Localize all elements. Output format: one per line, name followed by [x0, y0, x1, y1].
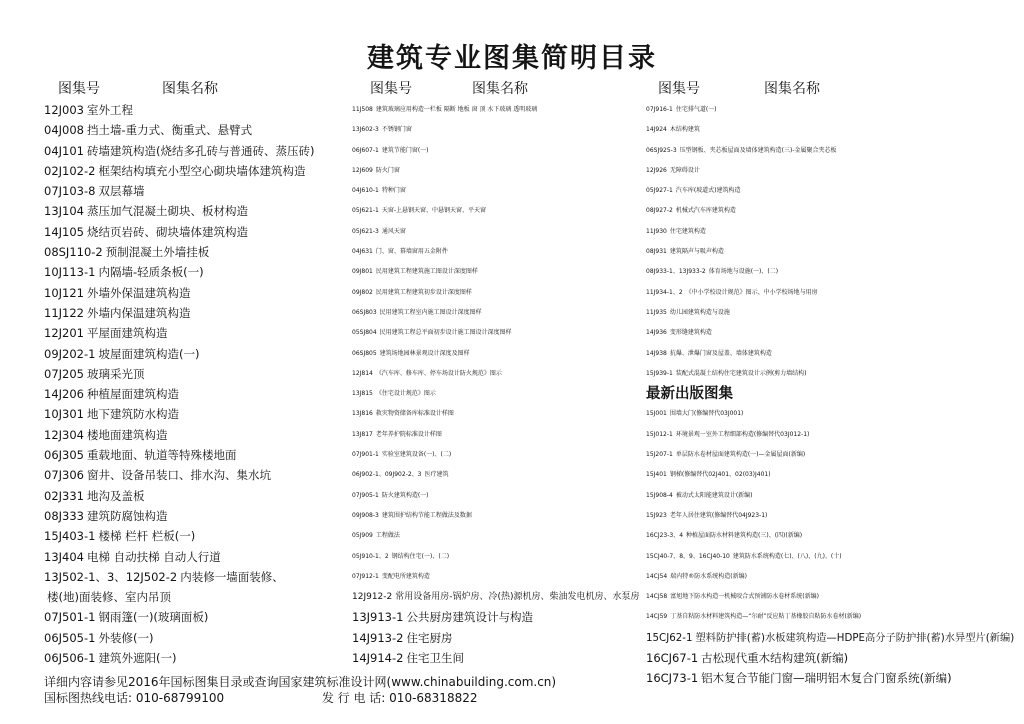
entry-code: 04J610-1: [352, 187, 379, 195]
catalog-entry: [646, 648, 1014, 668]
entry-code: 02J331: [44, 488, 84, 503]
entry-code: 13J913-1: [352, 610, 404, 625]
catalog-entry: [44, 323, 314, 343]
catalog-entry: [646, 567, 1014, 587]
entry-code: 06J607-1: [352, 146, 379, 154]
entry-code: 06SJ925-3: [646, 146, 677, 154]
entry-code: 12J926: [646, 166, 667, 174]
entry-name: 老年养护院标准设计样图: [375, 430, 442, 438]
entry-name: 救灾物资储备库标准设计样图: [375, 410, 454, 418]
entry-name: 内隔墙-轻质条板(一): [98, 265, 204, 280]
catalog-entry: [44, 445, 314, 465]
entry-code: 06SJ805: [352, 349, 377, 357]
entry-name: 《汽车库、修车库、停车场设计防火规范》图示: [375, 369, 502, 377]
entry-name: 变形缝建筑构造: [669, 329, 712, 337]
catalog-entry: [352, 404, 640, 424]
entry-code: 05J621-3: [352, 227, 379, 235]
catalog-entry: [352, 607, 640, 627]
entry-name: 建筑隔声与吸声构造: [669, 248, 724, 256]
entry-code: 16CJ23-3、4: [646, 532, 684, 540]
catalog-entry: [646, 100, 1014, 120]
entry-name: 坡屋面建筑构造(一): [98, 346, 200, 361]
catalog-entry: [352, 120, 640, 140]
entry-code: 11J508: [352, 106, 373, 113]
entry-code: 15J207-1: [646, 451, 673, 459]
entry-name: 外墙外保温建筑构造: [86, 285, 191, 300]
catalog-entry: [352, 242, 640, 262]
entry-name: 《中小学校设计规范》图示、中小学校场地与用房: [685, 288, 818, 296]
entry-name: 无障碍设计: [669, 166, 700, 174]
entry-name: 工程做法: [375, 532, 400, 540]
entry-code: 10J301: [44, 407, 84, 422]
entry-code: 12J304: [44, 427, 84, 442]
catalog-entry: [352, 465, 640, 485]
entry-name: 地沟及盖板: [86, 488, 145, 503]
catalog-entry: [646, 283, 1014, 303]
catalog-column-3: [646, 78, 1014, 689]
entry-name: 门、窗、幕墙窗用五金附件: [375, 248, 448, 256]
catalog-entry: [44, 526, 314, 546]
catalog-entry: [352, 547, 640, 567]
catalog-entry: [352, 303, 640, 323]
entry-code: 04J008: [44, 123, 84, 138]
entry-code: 11J930: [646, 227, 667, 235]
catalog-entry: [352, 506, 640, 526]
catalog-entry: [646, 364, 1014, 384]
entry-code: 14J924: [646, 126, 667, 134]
catalog-entry: [646, 425, 1014, 445]
entry-name: 窗井、设备吊装口、排水沟、集水坑: [86, 468, 271, 483]
catalog-entry: [44, 567, 314, 587]
catalog-entry: [44, 161, 314, 181]
entry-code: 08J931: [646, 248, 667, 256]
new-releases-title: 最新出版图集: [646, 386, 733, 403]
entry-code: 10J113-1: [44, 265, 96, 280]
catalog-entry: [44, 547, 314, 567]
catalog-entry: [352, 628, 640, 648]
entry-code: 15J001: [646, 410, 667, 418]
entry-name: 装配式混凝土结构住宅建筑设计示例(剪力墙结构): [675, 369, 807, 377]
entry-name: 防火建筑构造(一): [381, 491, 429, 499]
catalog-entry: [646, 445, 1014, 465]
entry-name: 木结构建筑: [669, 126, 700, 134]
hotline-number: 010-68799100: [135, 691, 225, 705]
entry-name: 《住宅设计规范》图示: [375, 390, 436, 398]
header-name: 图集名称: [162, 81, 218, 97]
entry-name: 楼(地)面装修、室内吊顶: [47, 590, 171, 605]
entry-code: 07J901-1: [352, 451, 379, 459]
entry-code: 10J121: [44, 285, 84, 300]
header-code: 图集号: [658, 81, 700, 97]
catalog-entry: [44, 648, 314, 668]
entry-code: 07J912-1: [352, 572, 379, 580]
catalog-entry: [352, 648, 640, 668]
catalog-entry: [352, 141, 640, 161]
entry-code: 14J105: [44, 224, 84, 239]
entry-name: 烧结页岩砖、砌块墙体建筑构造: [86, 224, 248, 239]
entry-name: 机械式汽车库建筑构造: [675, 207, 736, 215]
catalog-entry: [352, 526, 640, 546]
entry-name: 建筑外遮阳(一): [98, 651, 177, 666]
footer-phones: [44, 690, 556, 706]
page-title: 建筑专业图集简明目录: [367, 43, 657, 74]
entry-name: 挡土墙-重力式、衡重式、悬臂式: [86, 123, 253, 138]
entry-code: 13J815: [352, 390, 373, 398]
entry-code: 05J909: [352, 532, 373, 540]
entry-name: 蒸压加气混凝土砌块、板材构造: [86, 204, 248, 219]
entry-name: 内装修一墙面装修、: [180, 569, 284, 584]
catalog-entry: [352, 425, 640, 445]
catalog-entry: [646, 141, 1014, 161]
catalog-column-2: [352, 78, 640, 668]
entry-name: 防火门窗: [375, 166, 400, 174]
entry-name: 环境景观一室外工程细部构造(修编替代03J012-1): [675, 430, 810, 438]
catalog-entry: [352, 384, 640, 404]
catalog-column-1: [44, 78, 314, 668]
catalog-entry: [44, 628, 314, 648]
entry-code: 16CJ73-1: [646, 671, 699, 686]
catalog-entry: [44, 181, 314, 201]
entry-code: 12J003: [44, 103, 84, 117]
entry-name: 种植屋面防水材料建筑构造(三)、(四)(新编): [686, 532, 803, 540]
header-code: 图集号: [370, 81, 412, 97]
entry-code: 13J104: [44, 204, 84, 219]
catalog-entry: [646, 120, 1014, 140]
entry-name: 特种门窗: [381, 187, 406, 195]
entry-code: 14CJ54: [646, 572, 668, 580]
entry-name: 玻璃采光顶: [86, 366, 145, 381]
entry-name: 民用建筑工程建筑施工图设计深度图样: [375, 268, 478, 276]
entry-name: 公共厨房建筑设计与构造: [406, 610, 533, 625]
catalog-entry: [44, 242, 314, 262]
hotline-label: 国标图热线电话:: [44, 691, 133, 705]
entry-name: 瑞内特®防水系统构造(新编): [670, 572, 747, 580]
column-header: [646, 78, 1014, 100]
entry-name: 种植屋面建筑构造: [86, 387, 179, 402]
entry-name: 变配电所建筑构造: [381, 572, 430, 580]
entry-name: 幼儿园建筑构造与设施: [669, 308, 730, 316]
entry-code: 07J905-1: [352, 491, 379, 499]
entry-name: 建筑节能门窗(一): [381, 146, 429, 154]
entry-name: 不锈钢门窗: [381, 126, 412, 134]
entry-name: 民用建筑工程建筑初步设计深度图样: [375, 288, 472, 296]
entry-code: 08J933-1、13J933-2: [646, 268, 706, 276]
catalog-entry: [646, 323, 1014, 343]
catalog-entry: [352, 222, 640, 242]
catalog-entry: [44, 465, 314, 485]
entry-code: 05J927-1: [646, 187, 673, 195]
entry-name: 实验室建筑设备(一)、(二): [381, 451, 452, 459]
catalog-entry: [44, 100, 314, 120]
entry-code: 07J306: [44, 468, 84, 483]
entry-code: 14J206: [44, 387, 84, 402]
catalog-entry: [646, 161, 1014, 181]
entry-code: 15J908-4: [646, 491, 673, 499]
entry-name: 体育场地与设施(一)、(二): [708, 268, 779, 276]
entry-name: 钢梯(修编替代02J401、02(03)J401): [669, 471, 771, 479]
catalog-entry: [352, 283, 640, 303]
entry-code: 02J102-2: [44, 163, 96, 178]
column-header: [44, 78, 314, 100]
entry-code: 16CJ67-1: [646, 651, 699, 666]
entry-name: 楼地面建筑构造: [86, 427, 168, 442]
entry-code: 09J908-3: [352, 511, 379, 519]
entry-name: 汽车库(坡道式)建筑构造: [675, 187, 741, 195]
entry-name: 通风天窗: [381, 227, 406, 235]
entry-code: 05J621-1: [352, 207, 379, 215]
catalog-entry: [352, 262, 640, 282]
header-name: 图集名称: [764, 81, 820, 97]
entry-name: 建筑场地园林景观设计深度及图样: [379, 349, 470, 357]
entry-code: 14CJ58: [646, 593, 668, 601]
entry-code: 08SJ110-2: [44, 245, 103, 260]
entry-code: 06J902-1、09J902-2、3: [352, 471, 422, 479]
catalog-entry: [646, 628, 1014, 648]
entry-name: 丁基自粘防水材料建筑构造—“尔耐”反应粘丁基橡胶自粘防水卷材(新编): [670, 613, 862, 621]
entry-code: 13J817: [352, 430, 373, 438]
catalog-entry: [44, 364, 314, 384]
entry-name: 压型钢板、夹芯板屋面及墙体建筑构造(三)-金属聚合夹芯板: [679, 146, 837, 154]
entry-code: 06J505-1: [44, 630, 96, 645]
entry-code: 12J201: [44, 326, 84, 341]
catalog-entry: [646, 668, 1014, 688]
entry-name: 富旭地下防水构造一机械咬合式预铺防水卷材系统(新编): [670, 593, 819, 601]
entry-code: 15J923: [646, 511, 667, 519]
entry-name: 住宅建筑构造: [669, 227, 706, 235]
entry-name: 砖墙建筑构造(烧结多孔砖与普通砖、蒸压砖): [86, 143, 315, 158]
entry-name: 抗爆、泄爆门窗及屋盖、墙体建筑构造: [669, 349, 772, 357]
catalog-entry: [646, 526, 1014, 546]
entry-name: 铝木复合节能门窗—瑞明铝木复合门窗系统(新编): [701, 671, 952, 686]
entry-code: 15J012-1: [646, 430, 673, 438]
header-code: 图集号: [58, 81, 100, 97]
catalog-entry: [44, 222, 314, 242]
entry-code: 06J305: [44, 448, 84, 463]
catalog-entry: [352, 486, 640, 506]
entry-code: 14J936: [646, 329, 667, 337]
entry-code: 09J801: [352, 268, 373, 276]
entry-name: 框架结构填充小型空心砌块墙体建筑构造: [98, 163, 306, 178]
catalog-entry: [646, 222, 1014, 242]
entry-name: 钢雨篷(一)(玻璃面板): [98, 610, 209, 625]
entry-code: 05J910-1、2: [352, 552, 389, 560]
catalog-entry: [646, 486, 1014, 506]
entry-name: 外装修(一): [98, 630, 154, 645]
catalog-entry: [44, 587, 314, 607]
footer: [44, 674, 556, 706]
catalog-entry: [352, 161, 640, 181]
catalog-entry: [44, 141, 314, 161]
entry-name: 钢结构住宅(一)、(二): [391, 552, 450, 560]
entry-code: 15CJ40-7、8、9、16CJ40-10: [646, 552, 730, 560]
entry-code: 13J602-3: [352, 126, 379, 134]
entry-code: 08J927-2: [646, 207, 673, 215]
column-header: [352, 78, 640, 100]
entry-name: 医疗建筑: [424, 471, 449, 479]
entry-code: 09J802: [352, 288, 373, 296]
catalog-entry: [352, 364, 640, 384]
entry-code: 12J814: [352, 369, 373, 377]
entry-name: 围墙大门(修编替代03J001): [669, 410, 744, 418]
catalog-entry: [646, 242, 1014, 262]
entry-name: 重载地面、轨道等特殊楼地面: [86, 448, 237, 463]
catalog-entry: [44, 506, 314, 526]
catalog-entry: [646, 201, 1014, 221]
entry-code: 07J501-1: [44, 610, 96, 625]
entry-code: 04J631: [352, 248, 373, 256]
catalog-entry: [44, 344, 314, 364]
catalog-entry: [44, 120, 314, 140]
entry-name: 住宅卫生间: [406, 651, 464, 666]
entry-code: 12J609: [352, 166, 373, 174]
catalog-entry: [646, 465, 1014, 485]
entry-name: 被动式太阳能建筑设计(新编): [675, 491, 753, 499]
entry-code: 14J938: [646, 349, 667, 357]
entry-code: 06J506-1: [44, 651, 96, 666]
entry-code: 15J939-1: [646, 369, 673, 377]
catalog-entry: [352, 567, 640, 587]
entry-name: 天窗-上悬钢天窗、中悬钢天窗、平天窗: [381, 207, 487, 215]
entry-name: 外墙内保温建筑构造: [86, 305, 191, 320]
catalog-entry: [352, 181, 640, 201]
catalog-entry: [646, 587, 1014, 607]
catalog-entry: [44, 404, 314, 424]
catalog-entry: [352, 445, 640, 465]
entry-code: 13J816: [352, 410, 373, 418]
catalog-entry: [352, 323, 640, 343]
catalog-entry: [44, 283, 314, 303]
entry-name: 塑料防护排(蓄)水板建筑构造—HDPE高分子防护排(蓄)水异型片(新编): [695, 631, 1015, 644]
entry-code: 14J913-2: [352, 630, 404, 645]
entry-code: 08J333: [44, 508, 84, 523]
entry-name: 建筑防水系统构造(七)、(八)、(九)、(十): [732, 552, 842, 560]
catalog-entry: [646, 181, 1014, 201]
entry-code: 11J934-1、2: [646, 288, 683, 296]
catalog-entry: [646, 506, 1014, 526]
catalog-entry: [646, 262, 1014, 282]
entry-name: 预制混凝土外墙挂板: [105, 245, 210, 260]
entry-code: 05SJ804: [352, 329, 377, 337]
catalog-entry: [646, 547, 1014, 567]
entry-code: 07J103-8: [44, 184, 96, 199]
entry-name: 建筑防腐蚀构造: [86, 508, 168, 523]
footer-note: 详细内容请参见2016年国标图集目录或查询国家建筑标准设计网(www.chinabuilding.com.cn): [44, 675, 557, 689]
entry-name: 室外工程: [86, 103, 133, 117]
entry-code: 14CJ59: [646, 613, 668, 621]
entry-code: 07J205: [44, 366, 84, 381]
catalog-entry: [352, 201, 640, 221]
catalog-entry: [44, 384, 314, 404]
sales-label: 发 行 电 话:: [321, 691, 386, 705]
catalog-entry: [646, 404, 1014, 424]
catalog-entry: [646, 344, 1014, 364]
entry-name: 楼梯 栏杆 栏板(一): [98, 529, 196, 544]
entry-code: 09J202-1: [44, 346, 96, 361]
entry-code: 06SJ803: [352, 308, 377, 316]
entry-code: 13J404: [44, 549, 84, 564]
entry-name: 建筑围护结构节能工程做法及数据: [381, 511, 472, 519]
entry-code: 11J935: [646, 308, 667, 316]
catalog-entry: [44, 607, 314, 627]
entry-name: 电梯 自动扶梯 自动人行道: [86, 549, 221, 564]
entry-name: 民用建筑工程总平面初步设计施工图设计深度图样: [379, 329, 512, 337]
entry-code: 07J916-1: [646, 106, 673, 113]
entry-code: 11J122: [44, 305, 84, 320]
entry-code: 14J914-2: [352, 651, 404, 666]
entry-name: 住宅厨房: [406, 630, 453, 645]
entry-name: 老年人居住建筑(修编替代04J923-1): [669, 511, 768, 519]
entry-code: 04J101: [44, 143, 84, 158]
catalog-entry: [352, 587, 640, 607]
entry-name: 古松现代重木结构建筑(新编): [701, 651, 849, 666]
catalog-entry: [44, 201, 314, 221]
entry-name: 双层幕墙: [98, 184, 145, 199]
catalog-entry: [646, 607, 1014, 627]
entry-code: 15J401: [646, 471, 667, 479]
catalog-entry: [44, 486, 314, 506]
entry-code: 15CJ62-1: [646, 631, 693, 644]
entry-name: 平屋面建筑构造: [86, 326, 168, 341]
entry-name: 民用建筑工程室内施工图设计深度图样: [379, 308, 482, 316]
entry-code: 13J502-1、3、12J502-2: [44, 569, 178, 584]
catalog-entry: [44, 425, 314, 445]
entry-code: 15J403-1: [44, 529, 96, 544]
entry-name: 地下建筑防水构造: [86, 407, 179, 422]
catalog-entry: [352, 100, 640, 120]
entry-code: 12J912-2: [352, 592, 393, 603]
entry-name: 建筑玻璃应用构造一栏板 隔断 地板 窗 顶 水下玻璃 透明玻璃: [375, 106, 538, 113]
catalog-entry: [646, 303, 1014, 323]
header-name: 图集名称: [472, 81, 528, 97]
sales-number: 010-68318822: [389, 691, 478, 705]
entry-name: 单层防水卷材屋面建筑构造(一)—金属屋面(新编): [675, 451, 806, 459]
entry-name: 常用设备用房-锅炉房、冷(热)源机房、柴油发电机房、水泵房: [395, 592, 640, 603]
entry-name: 住宅排气道(一): [675, 106, 717, 113]
catalog-entry: [44, 303, 314, 323]
catalog-entry: [352, 344, 640, 364]
catalog-entry: [44, 262, 314, 282]
